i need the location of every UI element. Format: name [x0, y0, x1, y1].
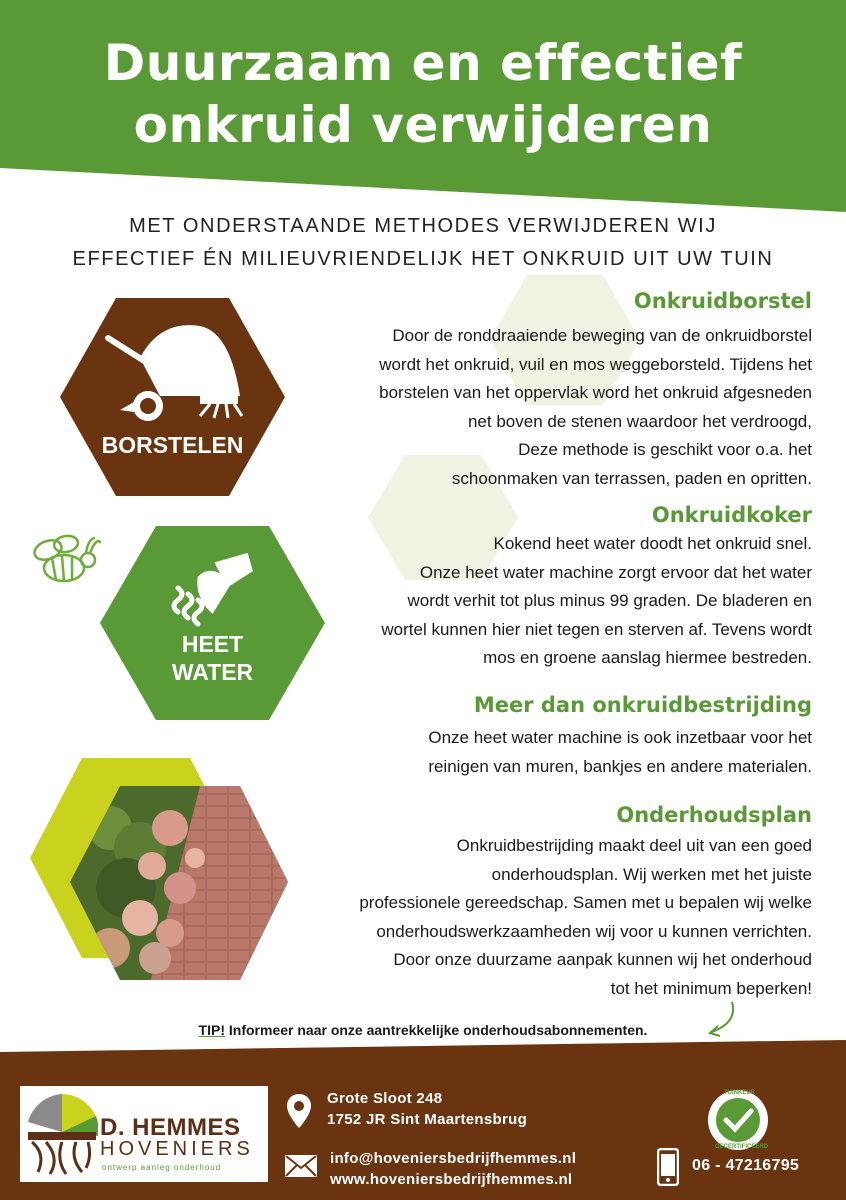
water-label-line-1: HEET — [181, 631, 244, 657]
intro-line-1: MET ONDERSTAANDE METHODES VERWIJDEREN WIJ — [129, 215, 717, 237]
section-title: Onkruidkoker — [651, 503, 812, 527]
title-line-2: onkruid verwijderen — [133, 96, 713, 154]
brush-method-label: BORSTELEN — [101, 432, 244, 458]
water-method-label — [100, 630, 325, 686]
arrow-icon — [702, 998, 742, 1040]
badge-line-1: TUINKEUR — [724, 1090, 755, 1096]
logo-mark — [26, 1092, 98, 1176]
section-meer-dan-onkruidbestrijding — [428, 690, 812, 781]
section-onkruidborstel — [379, 286, 812, 493]
address-line-2: 1752 JR Sint Maartensbrug — [327, 1111, 528, 1128]
section-onderhoudsplan — [359, 800, 812, 1003]
phone-number[interactable]: 06 - 47216795 — [692, 1157, 800, 1174]
garden-photo — [30, 758, 290, 983]
email-link[interactable]: info@hoveniersbedrijfhemmes.nl — [330, 1150, 577, 1167]
phone-icon — [657, 1148, 679, 1186]
address — [327, 1088, 527, 1130]
website-link[interactable]: www.hoveniersbedrijfhemmes.nl — [330, 1171, 573, 1188]
intro-line-2: EFFECTIEF ÉN MILIEUVRIENDELIJK HET ONKRUID UIT UW TUIN — [72, 248, 774, 270]
map-pin-icon — [287, 1094, 311, 1128]
envelope-icon — [285, 1155, 317, 1177]
tip-body: Informeer naar onze aantrekkelijke onderhoudsabonnementen. — [225, 1022, 648, 1038]
address-line-1: Grote Sloot 248 — [327, 1090, 443, 1107]
section-title: Meer dan onkruidbestrijding — [473, 693, 812, 717]
section-body: Door de ronddraaiende beweging van de onkruidborstel wordt het onkruid, vuil en mos weggeborsteld. Tijdens het borstelen van het oppervlak word het onkruid afgesneden net boven de stenen waardoor het verdroogd, Deze methode is geschikt voor o.a. het schoonmaken van terrassen, paden en opritten. — [379, 326, 812, 488]
section-title: Onderhoudsplan — [616, 803, 812, 827]
logo-subtitle: HOVENIERS — [100, 1138, 254, 1160]
brush-method-hex — [60, 298, 285, 496]
logo-tagline: ontwerp aanleg onderhoud — [102, 1163, 222, 1172]
section-onkruidkoker — [381, 500, 812, 673]
intro-text — [0, 210, 846, 276]
section-title: Onkruidborstel — [633, 289, 812, 313]
contact-links — [330, 1148, 576, 1190]
section-body: Onkruidbestrijding maakt deel uit van een goed onderhoudsplan. Wij werken met het juiste professionele gereedschap. Samen met u bepalen wij welke onderhoudswerkzaamheden wij voor u kunnen verrichten. Door onze duurzame aanpak kunnen wij het onderhoud tot het minimum beperken! — [359, 836, 812, 998]
water-label-line-2: WATER — [171, 659, 254, 685]
section-body: Kokend heet water doodt het onkruid snel. Onze heet water machine zorgt ervoor dat het water wordt verhit tot plus minus 99 graden. De bladeren en wortel kunnen hier niet tegen en sterven af. Tevens wordt mos en groene aanslag hiermee bestreden. — [381, 534, 812, 667]
tip-label: TIP! — [198, 1022, 225, 1038]
page-title — [0, 32, 846, 156]
badge-line-2: GECERTIFICEERD — [715, 1144, 769, 1150]
title-line-1: Duurzaam en effectief — [103, 34, 743, 92]
badge-text — [706, 1090, 770, 1150]
water-method-hex — [100, 526, 325, 720]
logo-name: D. HEMMES — [100, 1114, 241, 1141]
section-body: Onze heet water machine is ook inzetbaar voor het reinigen van muren, bankjes en andere materialen. — [428, 728, 812, 776]
bee-icon — [26, 520, 104, 590]
